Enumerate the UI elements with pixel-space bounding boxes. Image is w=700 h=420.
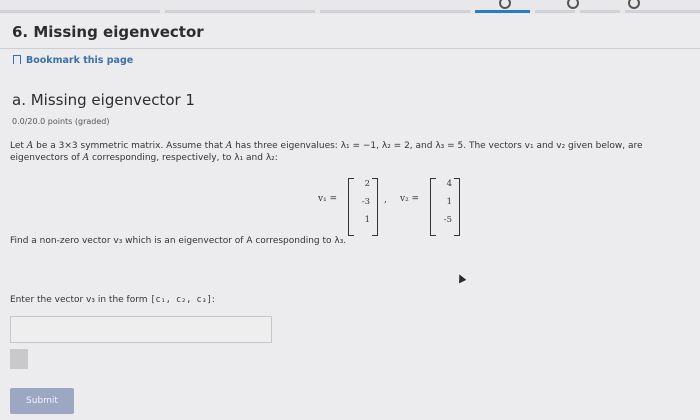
problem-icon[interactable] [499,0,511,9]
nav-segment[interactable] [625,10,700,13]
statement-text: Let [10,141,27,151]
nav-segment[interactable] [0,10,160,13]
matrix-symbol: A [82,153,90,163]
v2-entry: -5 [443,215,452,225]
matrix-symbol: A [26,141,34,151]
v2-label: v₂ = [400,194,420,204]
problem-title: a. Missing eigenvector 1 [12,91,195,109]
v2-vector [430,178,460,236]
statement-text: be a 3×3 symmetric matrix. Assume that [33,141,226,151]
v1-entry: -3 [361,197,370,207]
bracket-right [454,178,460,236]
v1-entry: 1 [364,215,370,225]
nav-segment[interactable] [535,10,575,13]
instruction-text: : [211,295,215,305]
instruction-text: Enter the vector v₃ in the form [10,295,151,305]
bracket-left [348,178,354,236]
matrix-symbol: A [225,141,233,151]
unit-nav-bar [0,0,700,14]
nav-segment-active[interactable] [475,10,530,13]
nav-segment[interactable] [320,10,470,13]
v1-label: v₁ = [318,194,338,204]
statement-text: has three eigenvalues: λ₁ = −1, λ₂ = 2, and λ₃ = 5. The vectors v₁ and v₂ given below, are eigenvectors of [10,141,643,163]
v2-entry: 4 [446,179,452,189]
problem-statement [10,140,694,164]
format-code: [c₁, c₂, c₃] [150,295,212,305]
bookmark-icon [13,55,21,64]
page-title: 6. Missing eigenvector [12,23,204,41]
bookmark-link[interactable] [13,55,133,66]
bracket-left [430,178,436,236]
v2-entry: 1 [446,197,452,207]
bookmark-label: Bookmark this page [26,55,134,66]
comma-separator: , [384,195,387,205]
submit-button[interactable]: Submit [10,388,74,414]
bracket-right [372,178,378,236]
task-text: Find a non-zero vector v₃ which is an eigenvector of A corresponding to λ₃. [10,236,347,246]
nav-segment[interactable] [165,10,315,13]
points-label: 0.0/20.0 points (graded) [12,117,110,126]
v1-entry: 2 [364,179,370,189]
problem-icon[interactable] [628,0,640,9]
answer-status-indicator [10,349,28,369]
problem-icon[interactable] [567,0,579,9]
nav-segment[interactable] [580,10,620,13]
statement-text: corresponding, respectively, to λ₁ and λ₂: [89,153,278,163]
answer-input[interactable] [10,316,272,343]
v1-vector [348,178,378,236]
answer-instructions [10,295,215,305]
divider [0,48,700,49]
